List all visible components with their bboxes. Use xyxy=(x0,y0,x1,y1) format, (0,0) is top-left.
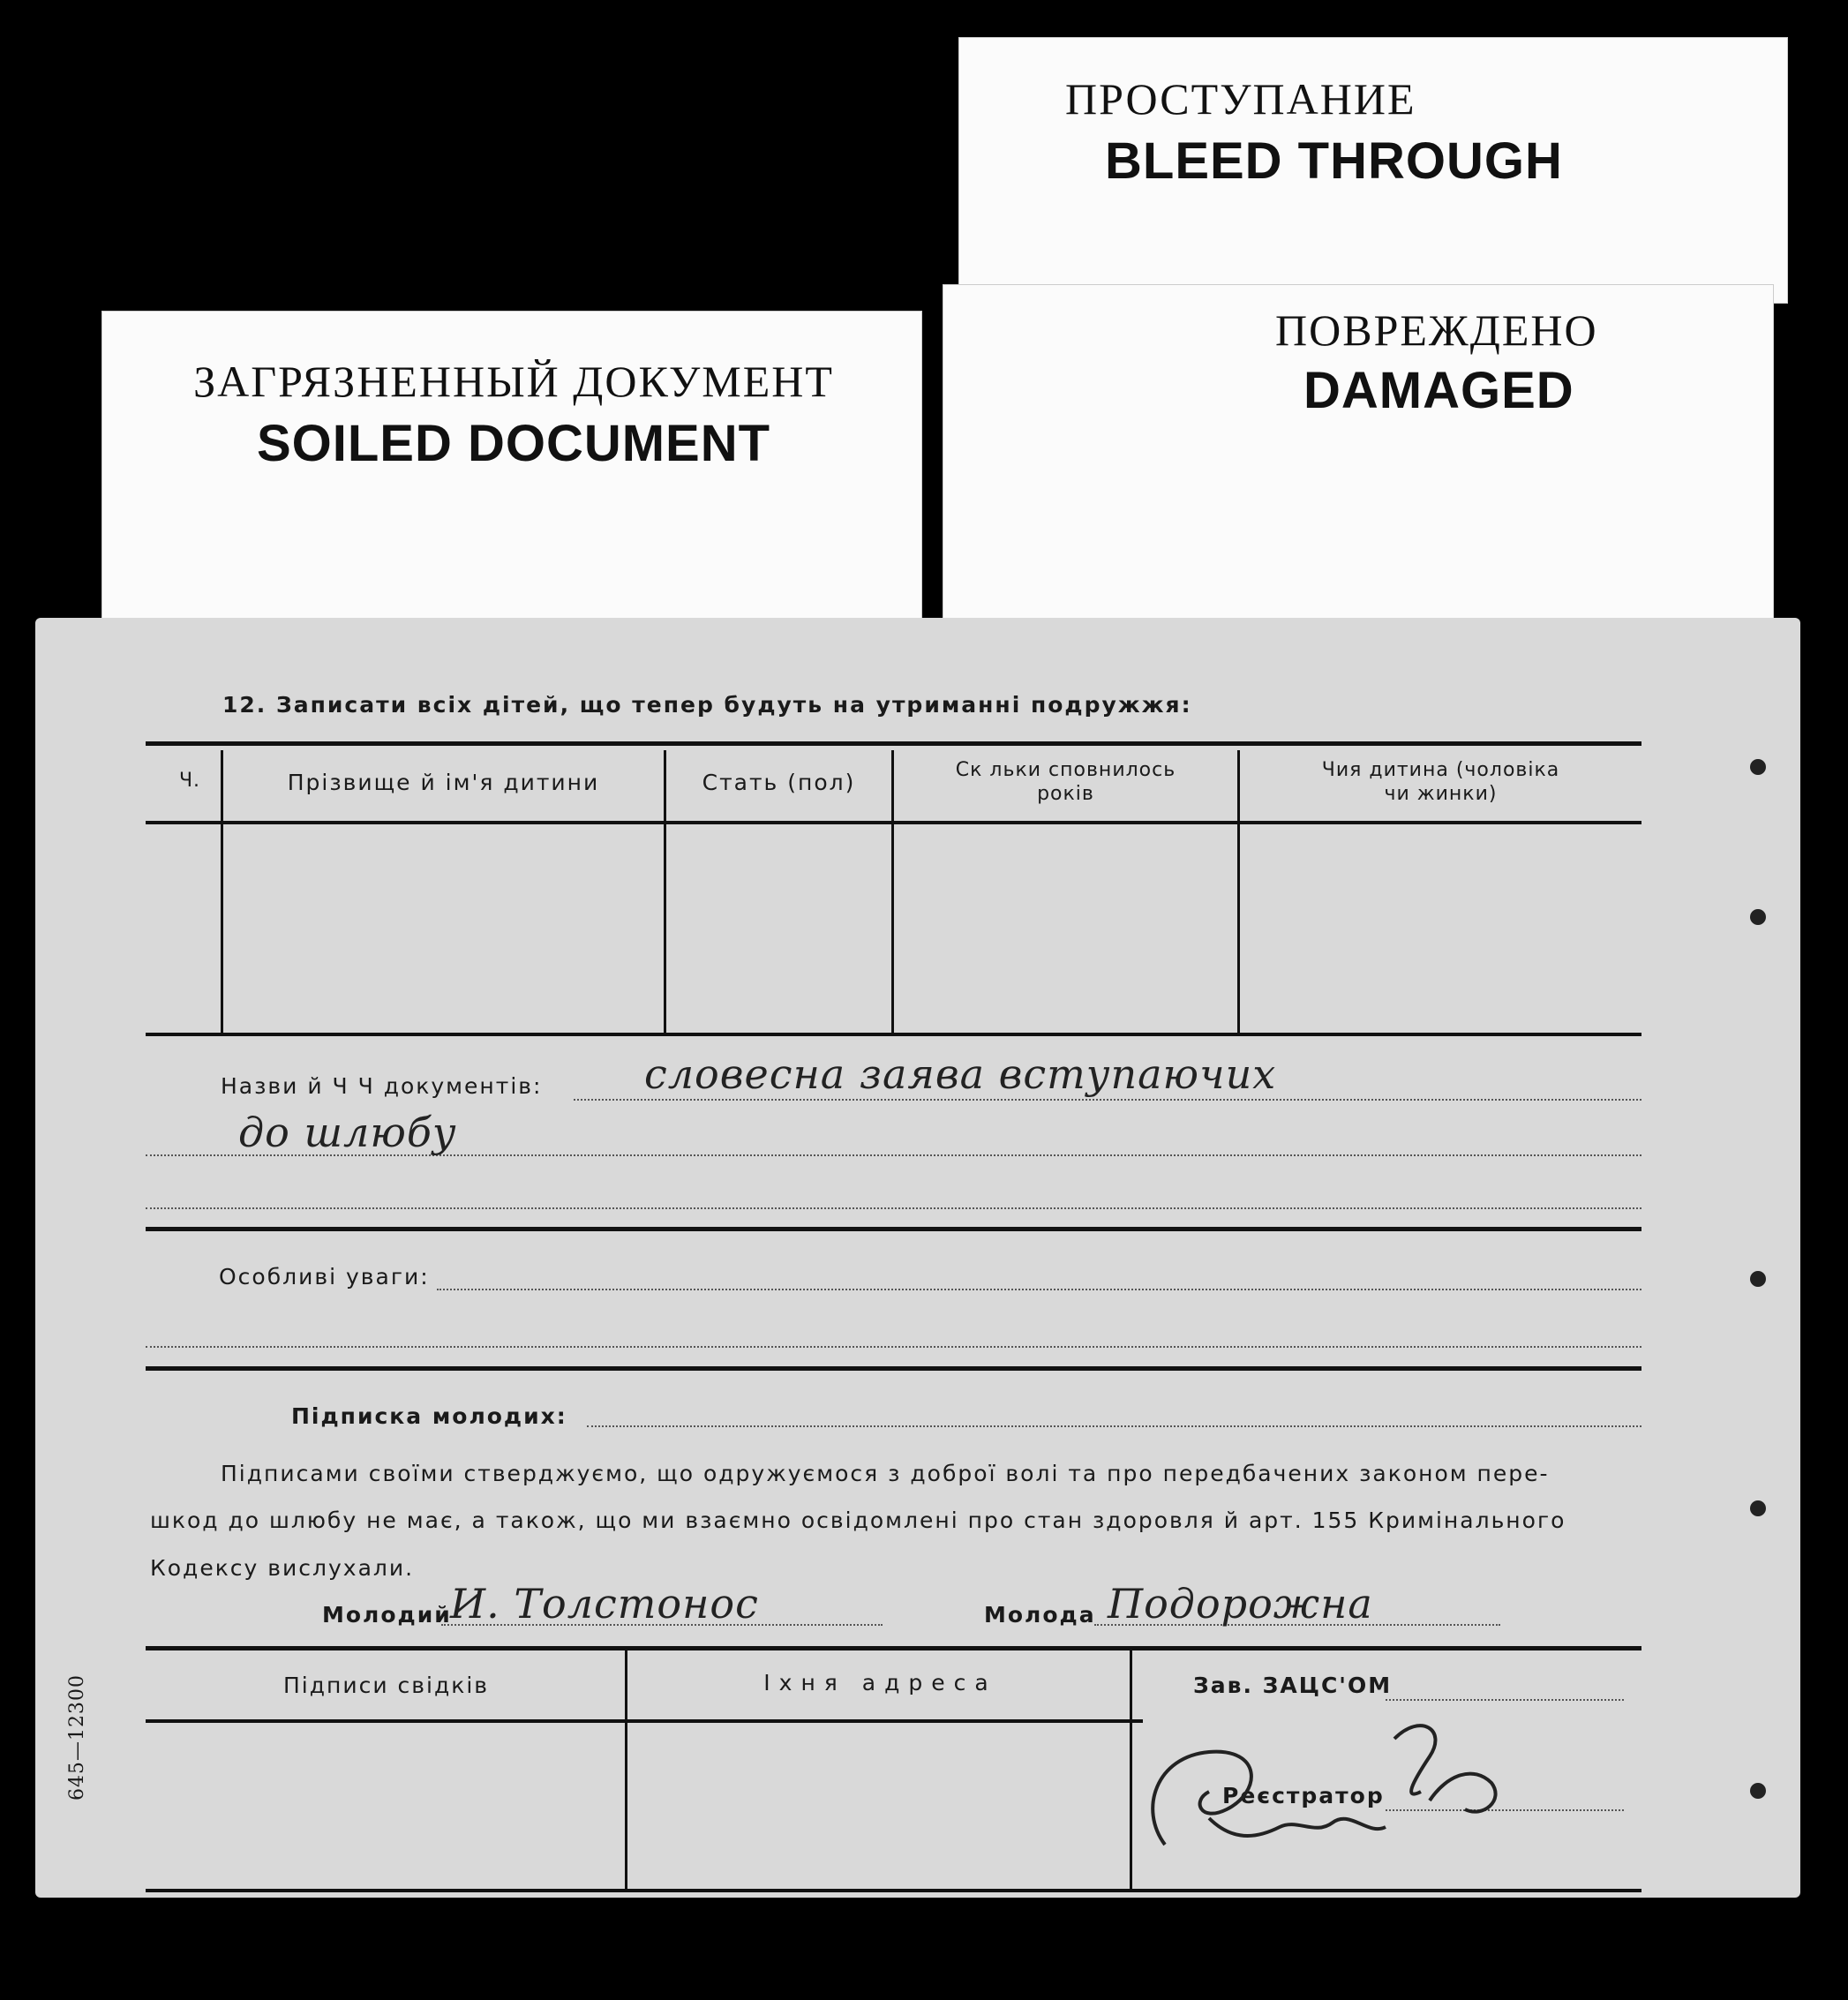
col-header-whose-line1: Чия дитина (чоловіка xyxy=(1321,759,1560,781)
col-divider-3 xyxy=(891,750,894,1033)
signature-title: Підписка молодих: xyxy=(291,1403,567,1429)
bleed-through-en: BLEED THROUGH xyxy=(1105,132,1563,190)
soiled-document-ru: ЗАГРЯЗНЕННЫЙ ДОКУМЕНТ xyxy=(193,357,834,406)
damaged-en: DAMAGED xyxy=(1303,362,1574,419)
registrar-signature-scribble xyxy=(1130,1703,1544,1880)
bride-label: Молода xyxy=(984,1602,1096,1628)
damaged-ru: ПОВРЕЖДЕНО xyxy=(1275,305,1598,355)
col-header-sex: Стать (пол) xyxy=(702,770,856,795)
remarks-label: Особливі уваги: xyxy=(219,1264,430,1289)
remarks-line-2 xyxy=(146,1346,1641,1348)
soiled-document-en: SOILED DOCUMENT xyxy=(256,415,771,472)
col-header-age-line2: років xyxy=(1037,783,1094,805)
damaged-card xyxy=(943,284,1774,621)
marriage-record-form xyxy=(35,618,1800,1898)
binding-hole xyxy=(1750,759,1766,775)
witness-divider-1 xyxy=(625,1650,627,1889)
documents-line-1 xyxy=(574,1099,1641,1101)
signature-title-line xyxy=(587,1425,1641,1427)
section-12-title: 12. Записати всіх дітей, що тепер будуть на утриманні подружжя: xyxy=(222,692,1192,718)
bleed-through-card xyxy=(958,37,1788,304)
bleed-through-ru: ПРОСТУПАНИЕ xyxy=(1065,74,1416,124)
col-divider-1 xyxy=(221,750,223,1033)
groom-label: Молодий xyxy=(322,1602,452,1628)
col-header-whose-line2: чи жинки) xyxy=(1384,783,1498,805)
documents-bottom-rule xyxy=(146,1227,1641,1231)
documents-handwritten-2: до шлюбу xyxy=(238,1109,457,1156)
address-header: Іхня адреса xyxy=(763,1670,997,1695)
soiled-document-card xyxy=(101,311,922,639)
witness-table-top-rule xyxy=(146,1646,1641,1650)
binding-hole xyxy=(1750,1783,1766,1799)
witness-table-bottom-rule xyxy=(146,1889,1641,1892)
witnesses-header: Підписи свідків xyxy=(282,1673,490,1698)
binding-hole xyxy=(1750,1271,1766,1287)
bride-signature: Подорожна xyxy=(1108,1580,1373,1628)
print-code: 645—12300 xyxy=(66,1674,88,1801)
declaration-line-3: Кодексу вислухали. xyxy=(150,1555,415,1581)
declaration-line-1: Підписами своїми стверджуємо, що одружуємося з доброї волі та про передбачених законом пере- xyxy=(221,1461,1550,1486)
declaration-line-2: шкод до шлюбу не має, а також, що ми взаємно освідомлені про стан здоровля й арт. 155 Кримінального xyxy=(150,1508,1566,1533)
remarks-line-1 xyxy=(437,1289,1641,1290)
binding-hole xyxy=(1750,909,1766,925)
witness-header-rule xyxy=(146,1719,1143,1723)
registrar-label: Реєстратор xyxy=(1222,1783,1385,1808)
col-header-age-line1: Ск льки сповнилось xyxy=(955,759,1176,781)
head-signature-line xyxy=(1386,1699,1624,1701)
col-header-child-name: Прізвище й ім'я дитини xyxy=(287,770,600,795)
table-top-rule xyxy=(146,741,1641,746)
documents-line-3 xyxy=(146,1207,1641,1209)
documents-label: Назви й Ч Ч документів: xyxy=(221,1073,543,1099)
groom-signature: И. Толстонос xyxy=(450,1580,759,1628)
documents-handwritten-1: словесна заява вступаючих xyxy=(644,1050,1277,1098)
remarks-bottom-rule xyxy=(146,1366,1641,1371)
head-of-registry-label: Зав. ЗАЦС'ОМ xyxy=(1193,1673,1393,1698)
col-header-number: Ч. xyxy=(178,770,201,792)
table-bottom-rule xyxy=(146,1033,1641,1036)
binding-hole xyxy=(1750,1500,1766,1516)
